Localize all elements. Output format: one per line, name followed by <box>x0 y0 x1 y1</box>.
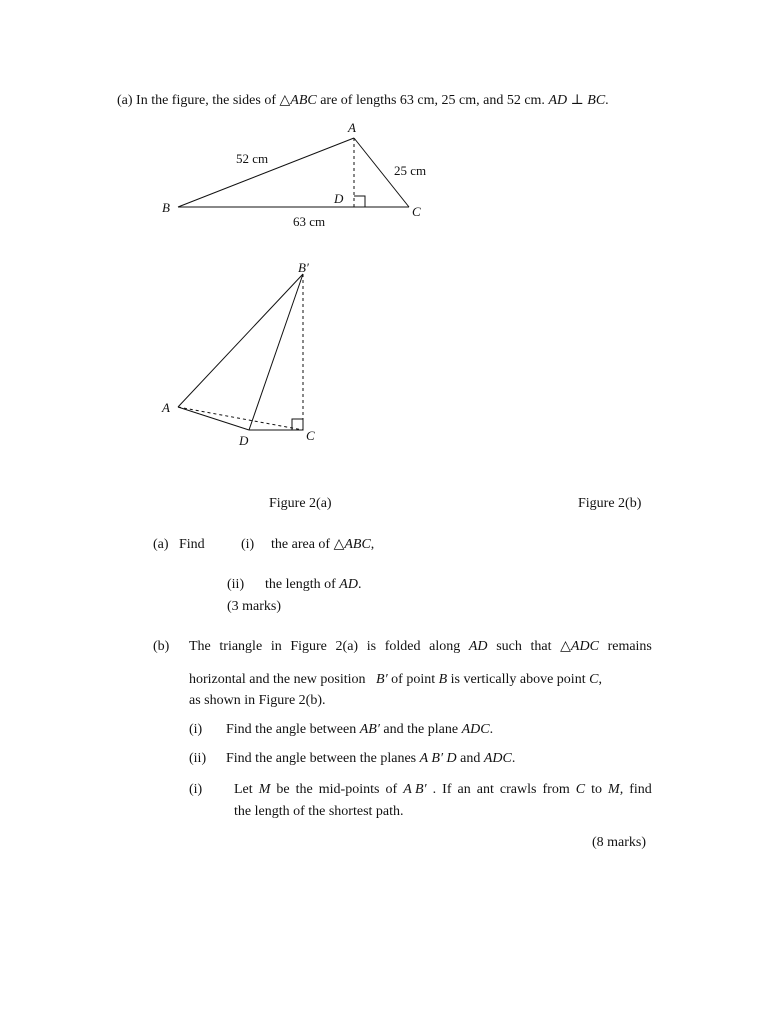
edge-d-bprime <box>249 274 303 430</box>
part-b-ii-end: . <box>511 751 516 766</box>
part-b-line2-mid: of point <box>391 672 436 687</box>
part-b-line2-post: is vertically above point <box>450 672 586 687</box>
length-ab: 52 cm <box>236 151 269 166</box>
part-a-ii-label: (ii) <box>227 577 245 592</box>
part-a-ii-text <box>265 578 361 592</box>
word: in <box>270 639 282 654</box>
part-b-i-pre: Find the angle between <box>226 722 357 737</box>
word: mid-points <box>318 782 380 797</box>
part-b-line2-pre: horizontal and the new position <box>189 672 366 687</box>
caption-fig-b: Figure 2(b) <box>578 496 642 511</box>
word: M <box>258 782 271 797</box>
word: Figure <box>290 639 327 654</box>
word: . <box>432 782 437 797</box>
part-b-ii-label: (ii) <box>189 751 207 766</box>
label-a-b: A <box>162 400 170 415</box>
part-b-i-var1: AB′ <box>359 722 380 737</box>
word: the <box>295 782 313 797</box>
label-d: D <box>334 191 344 206</box>
word: The <box>189 639 211 654</box>
word: crawls <box>499 782 537 797</box>
word: M, <box>608 782 624 797</box>
part-b-line2 <box>189 673 602 687</box>
part-b-i-text <box>226 723 493 737</box>
part-b-ii-pre: Find the angle between the planes <box>226 751 417 766</box>
word: △ADC <box>560 639 599 654</box>
part-b-iii-label: (i) <box>189 782 203 797</box>
word: of <box>385 782 398 797</box>
word: remains <box>607 639 652 654</box>
part-a-find: Find <box>179 537 205 552</box>
part-b-line2-b: B <box>438 672 448 687</box>
part-b-i-end: . <box>489 722 494 737</box>
word: AD <box>468 639 488 654</box>
label-bprime: B′ <box>298 260 309 275</box>
part-b-marks: (8 marks) <box>592 835 647 850</box>
part-b-i-mid: and the plane <box>383 722 459 737</box>
part-a-label: (a) <box>153 537 169 552</box>
word: A B′ <box>403 782 427 797</box>
length-ac: 25 cm <box>394 163 427 178</box>
word: find <box>629 782 652 797</box>
intro-prefix: (a) In the figure, the sides of <box>117 93 276 108</box>
part-a-i-tri: △ABC <box>333 537 371 552</box>
part-a-ii-post: . <box>357 577 362 592</box>
part-b-iii-line1 <box>234 783 652 797</box>
label-b: B <box>162 200 170 215</box>
word: is <box>366 639 377 654</box>
part-a-i-label: (i) <box>241 537 255 552</box>
part-b-label: (b) <box>153 639 170 654</box>
word: an <box>457 782 471 797</box>
part-a-i-post: , <box>370 537 375 552</box>
word: 2(a) <box>335 639 359 654</box>
word: such <box>496 639 522 654</box>
part-a-marks: (3 marks) <box>227 599 282 614</box>
length-bc: 63 cm <box>293 214 326 229</box>
part-a-ii-pre: the length of <box>265 577 336 592</box>
caption-fig-a: Figure 2(a) <box>269 496 332 511</box>
intro-triangle: △ABC <box>279 93 317 108</box>
figure-2b <box>0 0 768 470</box>
word: be <box>276 782 290 797</box>
word: If <box>442 782 452 797</box>
label-a: A <box>348 120 356 135</box>
intro-mid: are of lengths 63 cm, 25 cm, and 52 cm. <box>320 93 545 108</box>
part-b-iii-line2: the length of the shortest path. <box>234 804 404 819</box>
edge-a-c-hidden <box>178 407 303 430</box>
word: Let <box>234 782 253 797</box>
word: along <box>429 639 461 654</box>
word: folded <box>384 639 421 654</box>
part-a-i-text <box>271 538 374 552</box>
part-b-ii-text <box>226 752 515 766</box>
label-d-b: D <box>239 433 249 448</box>
word: triangle <box>219 639 263 654</box>
part-b-line1 <box>189 640 652 654</box>
part-b-ii-var2: ADC <box>483 751 512 766</box>
part-b-ii-mid: and <box>460 751 481 766</box>
part-b-i-label: (i) <box>189 722 203 737</box>
part-b-line2-c: C <box>589 672 599 687</box>
intro-end: . <box>605 93 609 108</box>
edge-a-bprime <box>178 274 303 407</box>
intro-perp: AD ⊥ BC <box>548 93 606 108</box>
word: to <box>591 782 603 797</box>
label-c: C <box>412 204 421 219</box>
part-b-line2-end: , <box>598 672 602 687</box>
right-angle-mark-b <box>292 419 303 430</box>
part-b-i-var2: ADC <box>461 722 490 737</box>
word: from <box>542 782 570 797</box>
word: that <box>530 639 552 654</box>
part-a-ii-var: AD <box>339 577 358 592</box>
part-b-line2-var: B′ <box>376 672 388 687</box>
word: ant <box>476 782 494 797</box>
label-c-b: C <box>306 428 315 443</box>
part-a-i-pre: the area of <box>271 537 331 552</box>
part-b-line3: as shown in Figure 2(b). <box>189 693 326 708</box>
word: C <box>575 782 586 797</box>
part-b-ii-var1: A B′ D <box>419 751 457 766</box>
